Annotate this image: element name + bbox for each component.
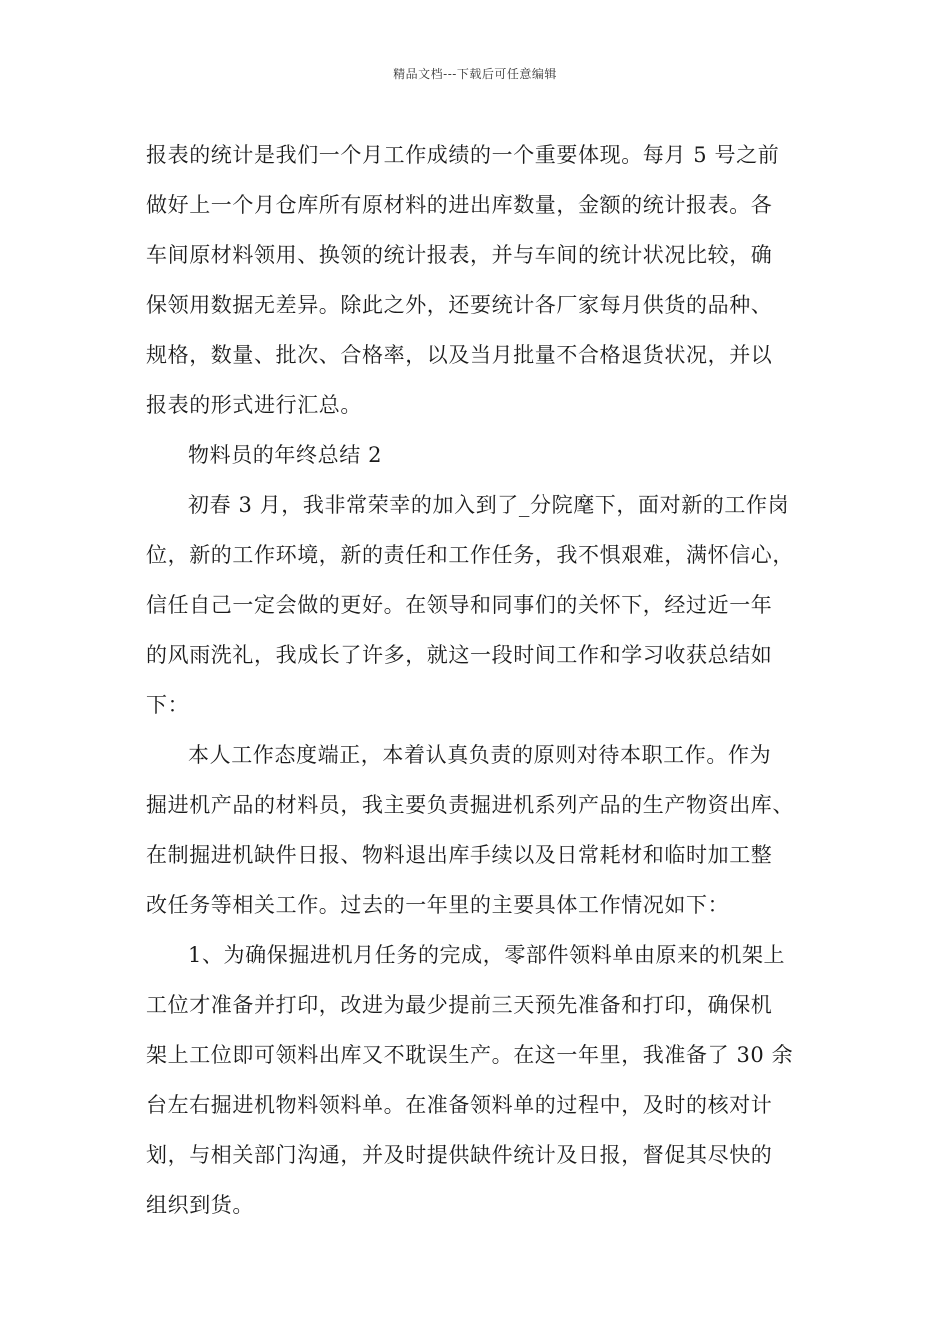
text-line: 本人工作态度端正，本着认真负责的原则对待本职工作。作为 xyxy=(188,743,772,767)
text-line: 报表的统计是我们一个月工作成绩的一个重要体现。每月 5 号之前 xyxy=(146,143,780,167)
text-line: 架上工位即可领料出库又不耽误生产。在这一年里，我准备了 30 余 xyxy=(146,1043,794,1067)
text-line: 初春 3 月，我非常荣幸的加入到了_分院麾下，面对新的工作岗 xyxy=(188,493,790,517)
text-line: 下： xyxy=(146,693,190,717)
text-line: 做好上一个月仓库所有原材料的进出库数量，金额的统计报表。各 xyxy=(146,193,773,217)
text-line: 工位才准备并打印，改进为最少提前三天预先准备和打印，确保机 xyxy=(146,993,773,1017)
paragraph xyxy=(146,480,810,730)
text-line: 台左右掘进机物料领料单。在准备领料单的过程中，及时的核对计 xyxy=(146,1093,773,1117)
text-line: 位，新的工作环境，新的责任和工作任务，我不惧艰难，满怀信心， xyxy=(146,543,794,567)
paragraph xyxy=(146,730,810,930)
paragraph xyxy=(146,130,810,430)
section-title xyxy=(146,430,810,480)
text-line: 改任务等相关工作。过去的一年里的主要具体工作情况如下： xyxy=(146,893,730,917)
text-line: 1、为确保掘进机月任务的完成，零部件领料单由原来的机架上 xyxy=(188,943,786,967)
paragraph xyxy=(146,930,810,1230)
text-line: 的风雨洗礼，我成长了许多，就这一段时间工作和学习收获总结如 xyxy=(146,643,773,667)
text-line: 车间原材料领用、换领的统计报表，并与车间的统计状况比较，确 xyxy=(146,243,773,267)
text-line: 规格，数量、批次、合格率，以及当月批量不合格退货状况，并以 xyxy=(146,343,773,367)
text-line: 在制掘进机缺件日报、物料退出库手续以及日常耗材和临时加工整 xyxy=(146,843,773,867)
document-body xyxy=(146,130,810,1230)
text-line: 组织到货。 xyxy=(146,1193,254,1217)
text-line: 信任自己一定会做的更好。在领导和同事们的关怀下，经过近一年 xyxy=(146,593,773,617)
text-line: 保领用数据无差异。除此之外，还要统计各厂家每月供货的品种、 xyxy=(146,293,773,317)
text-line: 划，与相关部门沟通，并及时提供缺件统计及日报，督促其尽快的 xyxy=(146,1143,773,1167)
page-header: 精品文档---下载后可任意编辑 xyxy=(393,67,557,81)
text-line: 掘进机产品的材料员，我主要负责掘进机系列产品的生产物资出库、 xyxy=(146,793,794,817)
text-line: 报表的形式进行汇总。 xyxy=(146,393,362,417)
text-line: 物料员的年终总结 2 xyxy=(188,443,383,467)
